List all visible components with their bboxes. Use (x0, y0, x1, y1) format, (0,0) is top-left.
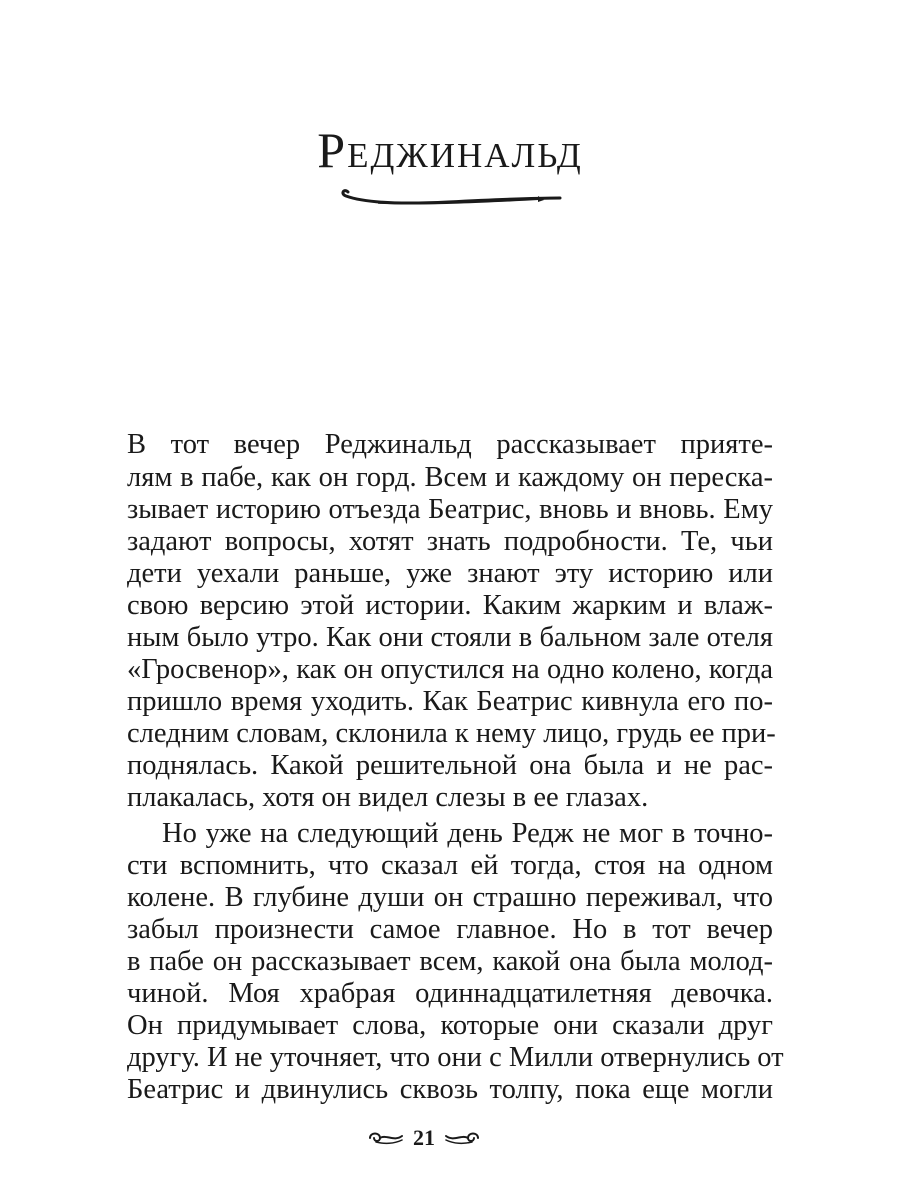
left-swirl-ornament-icon (366, 1129, 406, 1147)
body-line: задают вопросы, хотят знать подробности. Те, чьи (127, 526, 773, 557)
body-line: плакалась, хотя он видел слезы в ее глазах. (127, 782, 649, 813)
body-line: сти вспомнить, что сказал ей тогда, стоя на одном (127, 850, 773, 881)
body-line: Он придумывает слова, которые они сказали друг (127, 1010, 773, 1041)
body-line: дети уехали раньше, уже знают эту историю или (127, 558, 773, 589)
title-flourish-ornament (338, 178, 566, 218)
page-number: 21 (413, 1125, 435, 1150)
body-line: лям в пабе, как он горд. Всем и каждому он переска- (127, 462, 773, 493)
body-line: Но уже на следующий день Редж не мог в точно- (162, 818, 773, 849)
body-line: пришло время уходить. Как Беатрис кивнула его по- (127, 686, 773, 717)
body-line: следним словам, склонила к нему лицо, грудь ее при- (127, 718, 776, 749)
body-line: Беатрис и двинулись сквозь толпу, пока еще могли (127, 1074, 773, 1105)
body-line: поднялась. Какой решительной она была и не рас- (127, 750, 773, 781)
body-line: ным было утро. Как они стояли в бальном зале отеля (127, 622, 773, 653)
body-line: В тот вечер Реджинальд рассказывает прияте- (127, 429, 773, 460)
chapter-title: Реджинальд (317, 122, 583, 178)
body-line: чиной. Моя храбрая одиннадцатилетняя девочка. (127, 978, 773, 1009)
page-footer (0, 1123, 900, 1153)
right-swirl-ornament-icon (442, 1129, 482, 1147)
body-line: другу. И не уточняет, что они с Милли отвернулись от (127, 1042, 784, 1073)
body-line: «Гросвенор», как он опустился на одно колено, когда (127, 654, 773, 685)
body-line: колене. В глубине души он страшно переживал, что (127, 882, 773, 913)
body-line: забыл произнести самое главное. Но в тот вечер (127, 914, 773, 945)
body-line: в пабе он рассказывает всем, какой она была молод- (127, 946, 773, 977)
body-line: зывает историю отъезда Беатрис, вновь и вновь. Ему (127, 494, 773, 525)
body-line: свою версию этой истории. Каким жарким и влаж- (127, 590, 773, 621)
